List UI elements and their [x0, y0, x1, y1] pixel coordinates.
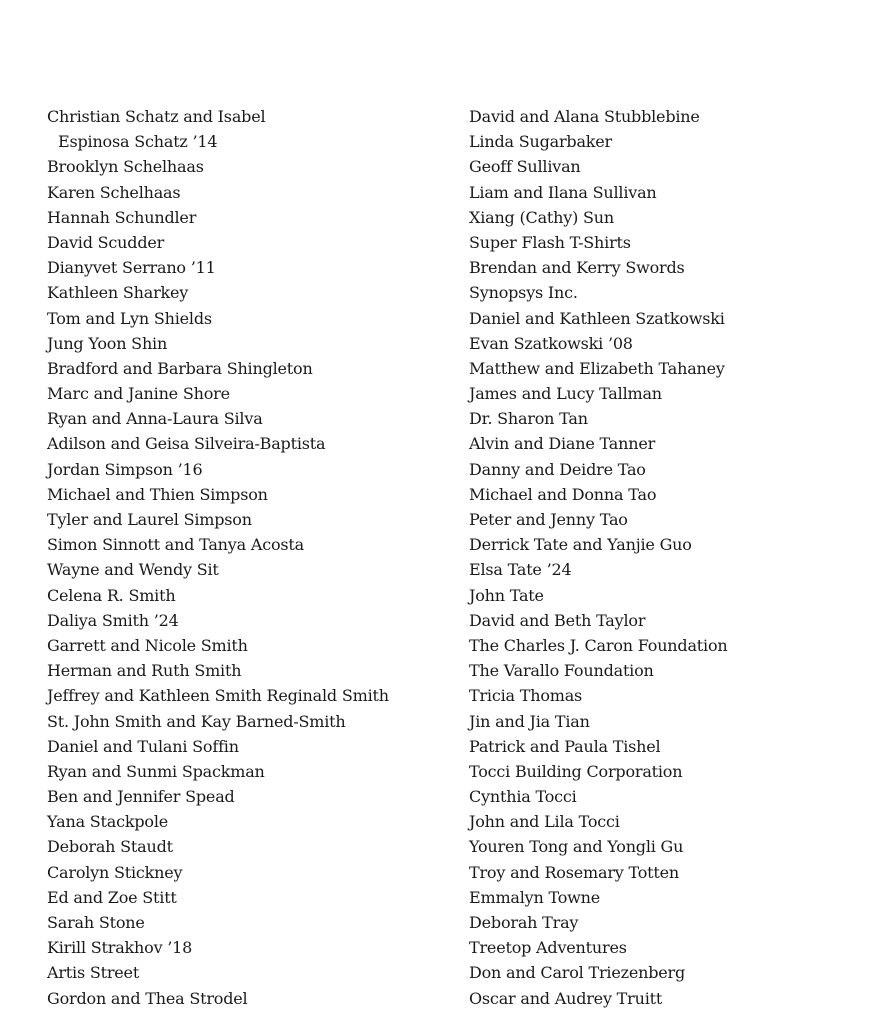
donor-name: Marc and Janine Shore: [47, 384, 230, 404]
donor-name: Brendan and Kerry Swords: [469, 258, 685, 278]
donor-name: Hannah Schundler: [47, 207, 197, 227]
donor-name: Garrett and Nicole Smith: [47, 635, 248, 655]
donor-name: Jung Yoon Shin: [47, 333, 168, 353]
donor-name: Tocci Building Corporation: [469, 761, 683, 781]
donor-name: Emmalyn Towne: [469, 887, 601, 907]
donor-name: Linda Sugarbaker: [469, 132, 613, 152]
donor-name: Kathleen Sharkey: [47, 283, 189, 303]
donor-name: Treetop Adventures: [469, 938, 627, 958]
donor-name: Simon Sinnott and Tanya Acosta: [47, 535, 304, 555]
donor-name: Geoff Sullivan: [469, 157, 581, 177]
donor-name: Synopsys Inc.: [469, 283, 578, 303]
donor-name: Ed and Zoe Stitt: [47, 887, 177, 907]
donor-list-left-column: [47, 104, 447, 1011]
donor-name: Tricia Thomas: [469, 686, 583, 706]
donor-name: Xiang (Cathy) Sun: [469, 207, 614, 227]
donor-name: The Charles J. Caron Foundation: [469, 635, 728, 655]
donor-name: St. John Smith and Kay Barned-Smith: [47, 711, 346, 731]
donor-name: David and Beth Taylor: [469, 610, 646, 630]
donor-name: Peter and Jenny Tao: [469, 510, 628, 529]
donor-list-right-column: [469, 104, 869, 1011]
donor-name: Patrick and Paula Tishel: [469, 736, 661, 756]
donor-name: Daliya Smith ’24: [47, 610, 179, 630]
donor-name: Liam and Ilana Sullivan: [469, 182, 657, 202]
donor-name: Youren Tong and Yongli Gu: [469, 837, 684, 857]
donor-name: Gordon and Thea Strodel: [47, 988, 248, 1008]
donor-name: Herman and Ruth Smith: [47, 661, 242, 681]
donor-name: Oscar and Audrey Truitt: [469, 988, 663, 1008]
donor-name: Bradford and Barbara Shingleton: [47, 358, 313, 378]
donor-name: Brooklyn Schelhaas: [47, 157, 204, 177]
donor-name: Espinosa Schatz ’14: [58, 132, 218, 152]
donor-name: Derrick Tate and Yanjie Guo: [469, 535, 692, 555]
donor-name: Cynthia Tocci: [469, 787, 577, 807]
donor-name: Kirill Strakhov ’18: [47, 938, 193, 958]
donor-name: Daniel and Kathleen Szatkowski: [469, 308, 725, 328]
donor-name: Christian Schatz and Isabel: [47, 107, 266, 126]
donor-name: Don and Carol Triezenberg: [469, 963, 686, 983]
donor-name: John and Lila Tocci: [469, 812, 620, 832]
donor-name: Carolyn Stickney: [47, 862, 183, 882]
donor-name: Deborah Staudt: [47, 837, 173, 857]
donor-name: Deborah Tray: [469, 913, 579, 932]
donor-name: David Scudder: [47, 232, 165, 252]
donor-name: Dianyvet Serrano ’11: [47, 258, 216, 278]
donor-name: Karen Schelhaas: [47, 182, 181, 202]
donor-name: Jordan Simpson ’16: [47, 459, 203, 479]
donor-name: Tyler and Laurel Simpson: [47, 510, 252, 529]
donor-name: Matthew and Elizabeth Tahaney: [469, 358, 725, 378]
donor-name: Elsa Tate ’24: [469, 560, 572, 580]
donor-name: Ryan and Anna-Laura Silva: [47, 409, 263, 429]
donor-name: Yana Stackpole: [47, 812, 169, 832]
donor-name: Artis Street: [47, 963, 140, 983]
donor-name: Daniel and Tulani Soffin: [47, 736, 239, 756]
donor-name: David and Alana Stubblebine: [469, 107, 700, 126]
donor-name: Alvin and Diane Tanner: [469, 434, 656, 454]
donor-name: Ben and Jennifer Spead: [47, 787, 235, 807]
donor-name: Dr. Sharon Tan: [469, 409, 588, 429]
donor-name: Jin and Jia Tian: [469, 711, 590, 731]
donor-name: Evan Szatkowski ’08: [469, 333, 633, 353]
donor-name: Ryan and Sunmi Spackman: [47, 761, 265, 781]
donor-name: Jeffrey and Kathleen Smith Reginald Smith: [47, 686, 389, 706]
donor-name: John Tate: [469, 585, 544, 605]
donor-name: Michael and Thien Simpson: [47, 484, 268, 504]
donor-name: James and Lucy Tallman: [469, 384, 662, 404]
donor-name: Super Flash T-Shirts: [469, 232, 631, 252]
donor-name: The Varallo Foundation: [469, 661, 654, 681]
donor-name: Michael and Donna Tao: [469, 484, 657, 504]
donor-name: Troy and Rosemary Totten: [469, 862, 679, 882]
donor-name: Tom and Lyn Shields: [47, 308, 212, 328]
donor-name: Adilson and Geisa Silveira-Baptista: [47, 434, 326, 454]
donor-name: Danny and Deidre Tao: [469, 459, 646, 479]
donor-name: Celena R. Smith: [47, 585, 176, 605]
donor-name: Sarah Stone: [47, 913, 145, 932]
donor-name: Wayne and Wendy Sit: [47, 560, 219, 580]
